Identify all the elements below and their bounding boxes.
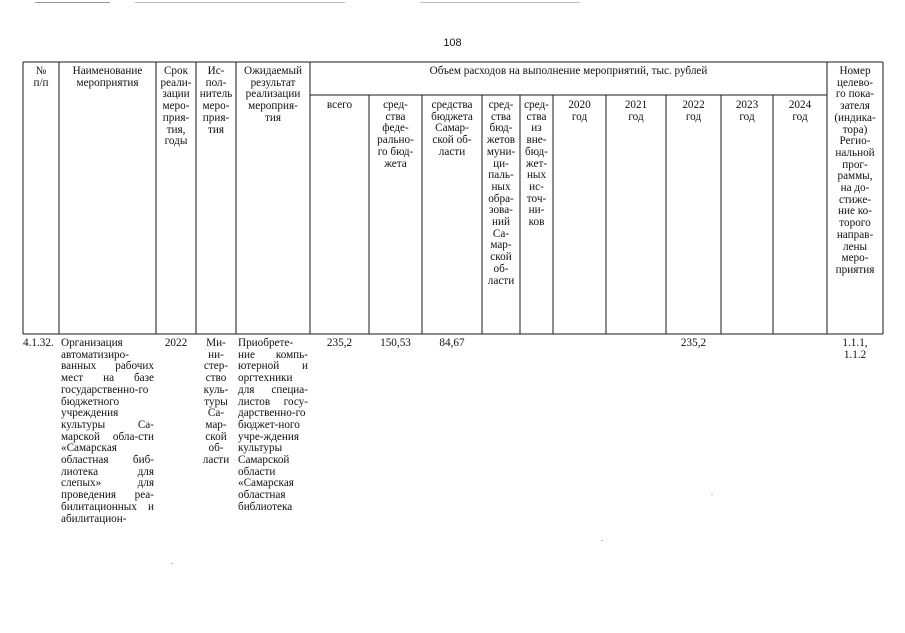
scan-speck bbox=[601, 540, 603, 541]
row-term: 2022 bbox=[164, 337, 188, 349]
header-2024: 2024 год bbox=[788, 99, 812, 123]
header-name: Наименование мероприятия bbox=[72, 65, 143, 89]
row-total: 235,2 bbox=[326, 337, 353, 349]
header-regional: средства бюджета Самар- ской об- ласти bbox=[431, 99, 473, 158]
row-federal: 150,53 bbox=[380, 337, 411, 349]
header-extrabudget: сред- ства из вне- бюд- жет- ных ис- точ- ни- ков bbox=[524, 99, 549, 229]
header-2020: 2020 год bbox=[568, 99, 591, 123]
top-edge-line bbox=[35, 2, 110, 3]
header-2023: 2023 год bbox=[735, 99, 759, 123]
row-executor: Ми- ни- стер- ство куль- туры Са- мар- ской об- ласти bbox=[202, 337, 230, 467]
header-result: Ожидаемый результат реализации мероприя- тия bbox=[243, 65, 302, 124]
scan-speck bbox=[171, 563, 173, 564]
header-num: № п/п bbox=[33, 65, 49, 89]
row-regional: 84,67 bbox=[439, 337, 465, 349]
header-2022: 2022 год bbox=[682, 99, 705, 123]
scan-speck bbox=[711, 494, 713, 495]
header-total: всего bbox=[326, 99, 353, 111]
header-indicator: Номер целево- го пока- зателя (индика- тора) Регио- нальной прог- раммы, на до- стиже- ние ко- торого направ- лены меро- приятия bbox=[834, 65, 876, 276]
row-name: Организация автоматизиро-ванных рабочих мест на базе государственно-го бюджетного учреждения культуры Са-марской обла-сти «Самарская областная биб-лиотека для слепых» для проведения реа-билитационных и абилитацион- bbox=[61, 337, 154, 525]
row-num: 4.1.32. bbox=[23, 337, 54, 349]
row-result: Приобрете-ние компь-ютерной и оргтехники для специа-листов госу-дарственно-го бюджет-ного учре-ждения культуры Самарской области «Самарская областная библиотека bbox=[238, 337, 308, 513]
header-federal: сред- ства феде- рально- го бюд- жета bbox=[377, 99, 414, 170]
header-term: Срок реали- зации меро- прия- тия, годы bbox=[160, 65, 192, 148]
header-expenses: Объем расходов на выполнение мероприятий, тыс. рублей bbox=[429, 65, 708, 77]
top-edge-line bbox=[420, 2, 580, 3]
header-2021: 2021 год bbox=[624, 99, 648, 123]
page-number: 108 bbox=[443, 37, 462, 49]
header-executor: Ис- пол- нитель меро- прия- тия bbox=[199, 65, 233, 136]
header-municipal: сред- ства бюд- жетов муни- ци- паль- ных обра- зова- ний Са- мар- ской об- ласти bbox=[486, 99, 516, 287]
row-2022: 235,2 bbox=[680, 337, 707, 349]
row-indicator: 1.1.1, 1.1.2 bbox=[842, 337, 868, 361]
top-edge-line bbox=[135, 2, 345, 3]
